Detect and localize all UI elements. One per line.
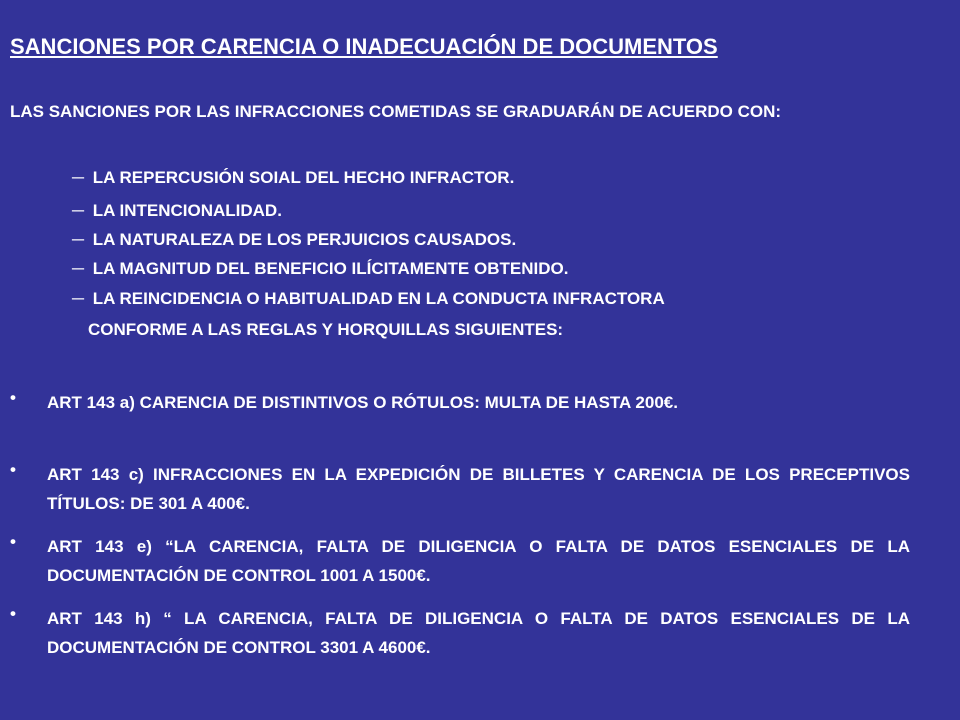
criteria-text: LA NATURALEZA DE LOS PERJUICIOS CAUSADOS. [92,230,517,249]
list-item [10,604,910,662]
intro-text: LAS SANCIONES POR LAS INFRACCIONES COMETIDAS SE GRADUARÁN DE ACUERDO CON: [10,102,782,121]
criteria-item [72,230,516,250]
bullet-icon: • [10,532,16,551]
criteria-text: LA REINCIDENCIA O HABITUALIDAD EN LA CONDUCTA INFRACTORA [92,289,665,308]
criteria-text: LA INTENCIONALIDAD. [92,201,282,220]
article-text: ART 143 c) INFRACCIONES EN LA EXPEDICIÓN DE BILLETES Y CARENCIA DE LOS PRECEPTIVOS TÍTULOS: DE 301 A 400€. [47,465,910,513]
article-text: ART 143 a) CARENCIA DE DISTINTIVOS O RÓTULOS: MULTA DE HASTA 200€. [47,393,678,412]
dash-icon: ─ [72,201,85,220]
criteria-item [72,289,665,309]
dash-icon: ─ [72,289,85,308]
dash-icon: ─ [72,168,85,187]
criteria-text: LA MAGNITUD DEL BENEFICIO ILÍCITAMENTE OBTENIDO. [92,259,569,278]
bullet-icon: • [10,460,16,479]
list-item [10,388,910,417]
criteria-item [72,201,282,221]
bullet-icon: • [10,604,16,623]
list-item [10,460,910,518]
list-item [10,532,910,590]
dash-icon: ─ [72,259,85,278]
article-text: ART 143 h) “ LA CARENCIA, FALTA DE DILIGENCIA O FALTA DE DATOS ESENCIALES DE LA DOCUMENTACIÓN DE CONTROL 3301 A 4600€. [47,609,910,657]
conclusion-text: CONFORME A LAS REGLAS Y HORQUILLAS SIGUIENTES: [88,320,564,339]
slide-title: SANCIONES POR CARENCIA O INADECUACIÓN DE DOCUMENTOS [10,34,718,59]
article-text: ART 143 e) “LA CARENCIA, FALTA DE DILIGENCIA O FALTA DE DATOS ESENCIALES DE LA DOCUMENTACIÓN DE CONTROL 1001 A 1500€. [47,537,910,585]
bullet-icon: • [10,388,16,407]
criteria-item [72,259,568,279]
criteria-item [72,168,514,188]
criteria-text: LA REPERCUSIÓN SOIAL DEL HECHO INFRACTOR. [92,168,515,187]
dash-icon: ─ [72,230,85,249]
